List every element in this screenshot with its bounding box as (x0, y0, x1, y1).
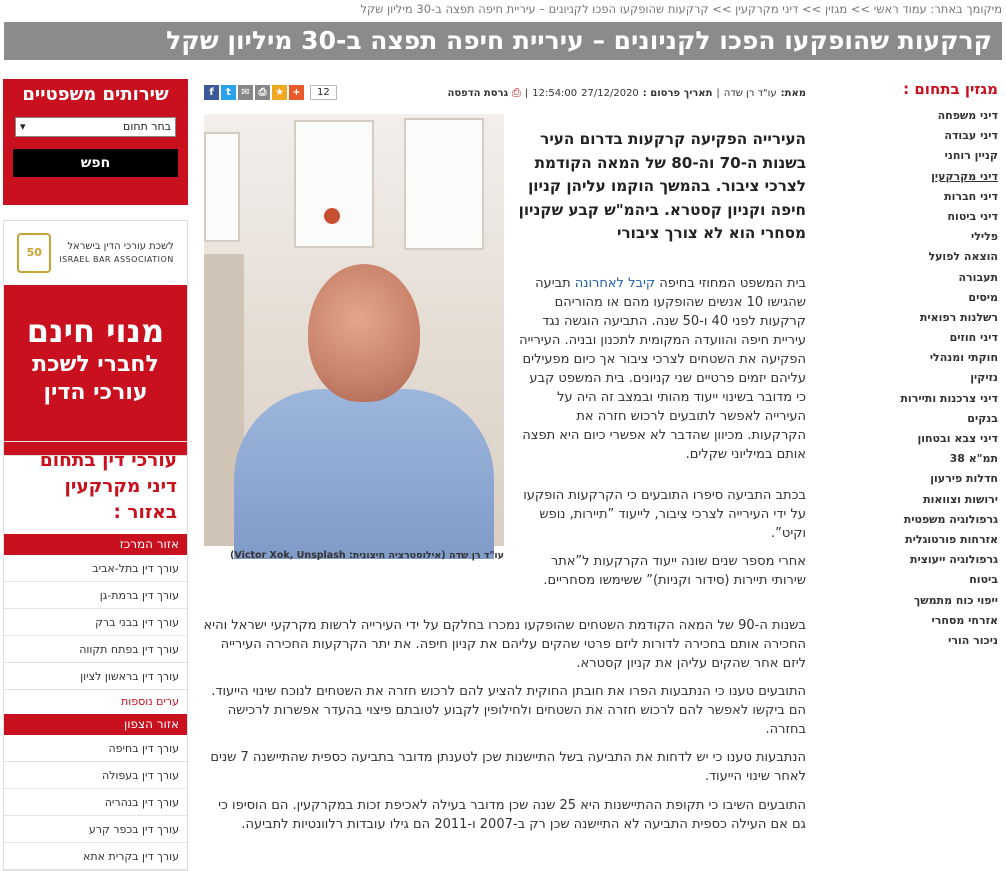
category-link[interactable]: אזרחות פורטוגלית (905, 532, 998, 546)
more-cities-link[interactable]: ערים נוספות (121, 695, 179, 708)
publish-time: 12:54:00 (532, 87, 578, 99)
wall-certificate (204, 132, 240, 242)
category-link[interactable]: דיני חוזים (949, 331, 998, 345)
category-link[interactable]: מיסים (968, 290, 998, 304)
category-list (880, 106, 998, 651)
print-icon[interactable]: ⎙ (255, 85, 270, 100)
paragraph-7: התובעים השיבו כי תקופת ההתיישנות היא 25 שנה שכן מדובר בעילה לאכיפת זכות במקרקעין. הם הוסיפו כי גם אם העילה כספית התביעה לא התיישנה שכן רק ב-2007 ו-2011 הם גילו עובדות רלוונטיות לתביעה. (218, 798, 806, 832)
category-link[interactable]: אזרחי מסחרי (931, 613, 998, 627)
image-caption: עו"ד רן שדה (אילוסטרציה חיצונית: Victor Xok, Unsplash) (230, 550, 504, 561)
bar-emblem-icon: 50 (17, 233, 51, 273)
bar-logo-english: ISRAEL BAR ASSOCIATION (59, 255, 174, 264)
category-link[interactable]: דיני מקרקעין (931, 169, 998, 183)
person-head (308, 264, 420, 402)
bar-logo-text (59, 240, 174, 266)
lawyer-city-link[interactable]: עורך דין ברמת-גן (4, 582, 187, 609)
breadcrumb (4, 2, 1002, 20)
article-image (204, 114, 504, 546)
email-icon[interactable]: ✉ (238, 85, 253, 100)
breadcrumb-separator: >> (850, 2, 871, 16)
lawyer-city-link[interactable]: עורך דין בעפולה (4, 762, 187, 789)
paragraph-text: בית המשפט המחוזי בחיפה (655, 276, 806, 291)
category-link[interactable]: חוקתי ומנהלי (929, 351, 998, 365)
category-link[interactable]: נזיקין (970, 371, 998, 385)
ad-subline: עורכי הדין (43, 380, 148, 405)
ad-subline: לחברי לשכת (32, 352, 159, 377)
field-select[interactable] (15, 117, 176, 137)
ad-promo (4, 285, 187, 455)
paragraph-1 (516, 274, 806, 464)
category-link[interactable]: רשלנות רפואית (919, 310, 998, 324)
category-link[interactable]: גרפולוגיה משפטית (903, 512, 998, 526)
category-link[interactable]: הוצאה לפועל (928, 250, 998, 264)
share-bar (204, 84, 337, 100)
legal-services-search (3, 79, 188, 205)
category-link[interactable]: דיני משפחה (937, 109, 998, 122)
category-link[interactable]: פלילי (970, 230, 998, 244)
category-link[interactable]: דיני חברות (944, 189, 998, 203)
lawyer-city-link[interactable]: עורך דין בחיפה (4, 735, 187, 762)
category-column (880, 80, 998, 651)
breadcrumb-item-category[interactable]: דיני מקרקעין (735, 2, 799, 16)
plus-icon[interactable]: + (289, 85, 304, 100)
twitter-icon[interactable]: t (221, 85, 236, 100)
lawyer-city-link[interactable]: עורך דין בכפר קרע (4, 816, 187, 843)
wall-certificate (294, 120, 374, 248)
breadcrumb-item-current: קרקעות שהופקעו הפכו לקניונים – עיריית חיפה תפצה ב-30 מיליון שקל (360, 2, 709, 16)
category-link[interactable]: תמ"א 38 (949, 452, 998, 466)
date-label: תאריך פרסום : (642, 87, 713, 99)
article-lead: העירייה הפקיעה קרקעות בדרום העיר בשנות ה-70 וה-80 של המאה הקודמת לצרכי ציבור. בהמשך הוקמו עליהן קניון חיפה וקניון קסטרא. ביהמ"ש קבע שקניון מסחרי הוא לא צורך ציבורי (518, 130, 806, 242)
category-link[interactable]: ייפוי כוח מתמשך (913, 593, 998, 607)
paragraph-text: תביעה שהגישו 10 אנשים שהופקעו מהם או מהוריהם קרקעות לפני 40 ו-50 שנה. התביעה הוגשה נגד עיריית חיפה והוועדה המקומית לתכנון ובניה. העירייה הפקיעה את השטחים לצרכי ציבור אך כיום מפעילים עליהם יזמים פרטיים שני קניונים. בית המשפט קבע כי מדובר בשינוי ייעוד מהותי ובמצב זה היה על העירייה לאפשר לתובעים לרכוש חזרה את הקרקעות. מכיוון שהדבר לא אפשרי כיום היא תפצה אותם במיליוני שקלים. (519, 276, 806, 462)
category-link[interactable]: בנקים (967, 411, 998, 425)
ad-headline: מנוי חינם (26, 312, 165, 350)
breadcrumb-item-home[interactable]: עמוד ראשי (873, 2, 927, 16)
north-lawyer-list (4, 735, 187, 870)
certificate-seal (324, 208, 340, 224)
breadcrumb-separator: >> (802, 2, 822, 16)
lawyer-city-link[interactable]: עורך דין בפתח תקווה (4, 636, 187, 663)
lawyer-city-link[interactable]: עורך דין בראשון לציון (4, 663, 187, 690)
region-header-center: אזור המרכז (4, 534, 187, 555)
category-link[interactable]: תעבורה (958, 270, 998, 284)
paragraph-4: בשנות ה-90 של המאה הקודמת השטחים שהופקעו נמכרו בחלקם על ידי העירייה לרשות מקרקעי ישראל והיא החכירה אותם בחכירה לדורות ליזם פרטי שהקים עליהם את קניון חיפה. את יתר הקרקעות החכירה העירייה ליזם אחר שהקים עליהן את קניון קסטרא. (203, 618, 806, 671)
category-link[interactable]: ניכור הורי (948, 633, 998, 647)
person-shirt (234, 389, 494, 559)
category-link[interactable]: דיני ביטוח (947, 209, 998, 223)
article-title: קרקעות שהופקעו הפכו לקניונים – עיריית חיפה תפצה ב-30 מיליון שקל (4, 22, 1002, 60)
facebook-icon[interactable]: f (204, 85, 219, 100)
publish-date: 27/12/2020 (581, 87, 639, 99)
legal-services-title: שירותים משפטיים (22, 84, 169, 105)
lawyer-city-link[interactable]: עורך דין בבני ברק (4, 609, 187, 636)
lawyer-city-link[interactable]: עורך דין בתל-אביב (4, 555, 187, 582)
bar-logo-hebrew: לשכת עורכי הדין בישראל (67, 241, 174, 252)
lawyer-city-link[interactable]: עורך דין בנהריה (4, 789, 187, 816)
breadcrumb-label: מיקומך באתר: (930, 2, 1002, 16)
print-version-link[interactable]: גרסת הדפסה (447, 87, 509, 99)
category-link[interactable]: חדלות פירעון (930, 472, 998, 486)
category-link[interactable]: דיני צרכנות ותיירות (900, 391, 998, 405)
category-heading: מגזין בתחום : (903, 80, 998, 98)
author-label: מאת: (780, 87, 806, 99)
category-link[interactable]: דיני עבודה (944, 129, 998, 143)
search-button[interactable]: חפש (13, 149, 178, 177)
paragraph-5: התובעים טענו כי הנתבעות הפרו את חובתן החוקית להציע להם לרכוש חזרה את השטחים לנוכח שינוי הייעוד. הם ביקשו לאפשר להם לרכוש חזרה את השטחים ולחילופין לקבוע לטובתם פיצוי בהעדר אפשרות לרכישה בחזרה. (211, 684, 806, 737)
category-link[interactable]: ירושות וצוואות (923, 492, 998, 506)
lawyers-by-region (3, 441, 188, 871)
star-icon[interactable]: ★ (272, 85, 287, 100)
author-name: עו"ד רן שדה (723, 87, 777, 99)
center-lawyer-list (4, 555, 187, 690)
printer-icon[interactable]: ⎙ (512, 86, 521, 99)
category-link[interactable]: גרפולוגיה ייעוצית (909, 553, 998, 567)
region-header-north: אזור הצפון (4, 714, 187, 735)
lawyer-city-link[interactable]: עורך דין בקרית אתא (4, 843, 187, 870)
meta-divider: | (716, 87, 720, 99)
wall-certificate (404, 118, 484, 250)
lawyers-heading: עורכי דין בתחום דיני מקרקעין באזור : (39, 450, 177, 523)
paragraph-2: בכתב התביעה סיפרו התובעים כי הקרקעות הופקעו על ידי העירייה לצרכי ציבור, לייעוד ”תיירות, נופש וקיט”. (523, 488, 806, 541)
breadcrumb-item-magazine[interactable]: מגזין (824, 2, 848, 16)
category-link[interactable]: קניין רוחני (944, 149, 998, 163)
ruling-link[interactable]: קיבל לאחרונה (574, 276, 656, 291)
meta-divider: | (524, 87, 529, 99)
bar-association-ad[interactable] (3, 220, 188, 456)
chevron-down-icon: ▾ (20, 120, 26, 133)
paragraph-6: הנתבעות טענו כי יש לדחות את התביעה בשל התיישנות שכן לטענתן מדובר בתביעה כספית שהתיישנה 7 שנים לאחר שינוי הייעוד. (210, 750, 806, 784)
paragraph-3: אחרי מספר שנים שונה ייעוד הקרקעות ל”אתר שירותי תיירות (סידור וקניות)” ששימשו מסחריים. (543, 554, 806, 588)
field-select-value: בחר תחום (123, 120, 171, 133)
category-link[interactable]: ביטוח (969, 573, 998, 587)
category-link[interactable]: דיני צבא ובטחון (917, 432, 998, 445)
share-count: 12 (310, 85, 337, 100)
bar-association-logo (4, 221, 187, 285)
breadcrumb-separator: >> (712, 2, 732, 16)
